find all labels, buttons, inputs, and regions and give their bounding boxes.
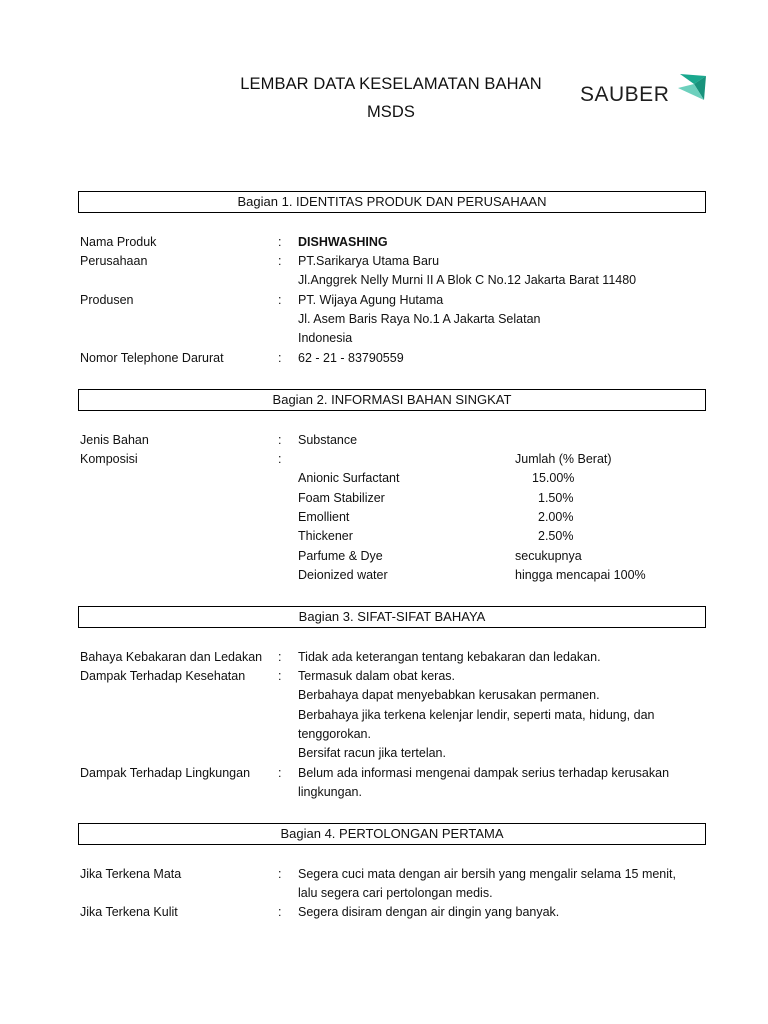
colon: : — [278, 905, 282, 919]
kesehatan-line: tenggorokan. — [298, 727, 371, 741]
komposisi-label: Komposisi — [80, 452, 138, 466]
ingredient-name: Foam Stabilizer — [298, 491, 385, 505]
ingredient-amount: 15.00% — [532, 471, 575, 485]
section-1-heading: Bagian 1. IDENTITAS PRODUK DAN PERUSAHAAN — [78, 191, 706, 213]
colon: : — [278, 452, 282, 466]
ingredient-amount: 2.00% — [538, 510, 574, 524]
kebakaran-label: Bahaya Kebakaran dan Ledakan — [80, 650, 263, 664]
nama-produk-value: DISHWASHING — [298, 235, 388, 249]
ingredient-name: Emollient — [298, 510, 350, 524]
section-2-heading: Bagian 2. INFORMASI BAHAN SINGKAT — [78, 389, 706, 411]
nama-produk-label: Nama Produk — [80, 235, 157, 249]
ingredient-name: Anionic Surfactant — [298, 471, 400, 485]
kesehatan-label: Dampak Terhadap Kesehatan — [80, 669, 246, 683]
colon: : — [278, 235, 282, 249]
produsen-address: Jl. Asem Baris Raya No.1 A Jakarta Selatan — [298, 312, 541, 326]
lingkungan-line: Belum ada informasi mengenai dampak serius terhadap kerusakan — [298, 766, 670, 780]
kulit-label: Jika Terkena Kulit — [80, 905, 178, 919]
perusahaan-name: PT.Sarikarya Utama Baru — [298, 254, 440, 268]
colon: : — [278, 766, 282, 780]
ingredient-name: Thickener — [298, 529, 353, 543]
colon: : — [278, 254, 282, 268]
telepon-value: 62 - 21 - 83790559 — [298, 351, 404, 365]
section-3-heading: Bagian 3. SIFAT-SIFAT BAHAYA — [78, 606, 706, 628]
lingkungan-label: Dampak Terhadap Lingkungan — [80, 766, 251, 780]
colon: : — [278, 351, 282, 365]
document-subtitle: MSDS — [366, 103, 416, 121]
produsen-label: Produsen — [80, 293, 134, 307]
ingredient-amount: hingga mencapai 100% — [515, 568, 646, 582]
ingredient-amount: secukupnya — [515, 549, 582, 563]
perusahaan-address: Jl.Anggrek Nelly Murni II A Blok C No.12 Jakarta Barat 11480 — [298, 273, 637, 287]
jenis-bahan-label: Jenis Bahan — [80, 433, 149, 447]
logo-text: SAUBER — [580, 83, 670, 106]
kesehatan-line: Bersifat racun jika tertelan. — [298, 746, 446, 760]
telepon-label: Nomor Telephone Darurat — [80, 351, 224, 365]
ingredient-name: Parfume & Dye — [298, 549, 383, 563]
colon: : — [278, 650, 282, 664]
mata-label: Jika Terkena Mata — [80, 867, 182, 881]
kebakaran-value: Tidak ada keterangan tentang kebakaran dan ledakan. — [298, 650, 601, 664]
kesehatan-line: Berbahaya dapat menyebabkan kerusakan permanen. — [298, 688, 600, 702]
colon: : — [278, 293, 282, 307]
kesehatan-line: Termasuk dalam obat keras. — [298, 669, 456, 683]
ingredient-name: Deionized water — [298, 568, 388, 582]
produsen-name: PT. Wijaya Agung Hutama — [298, 293, 444, 307]
kulit-value: Segera disiram dengan air dingin yang banyak. — [298, 905, 560, 919]
kesehatan-line: Berbahaya jika terkena kelenjar lendir, seperti mata, hidung, dan — [298, 708, 655, 722]
produsen-country: Indonesia — [298, 331, 353, 345]
perusahaan-label: Perusahaan — [80, 254, 148, 268]
colon: : — [278, 669, 282, 683]
mata-line: Segera cuci mata dengan air bersih yang mengalir selama 15 menit, — [298, 867, 676, 881]
ingredient-amount: 2.50% — [538, 529, 574, 543]
logo-bird-icon — [580, 70, 710, 106]
colon: : — [278, 867, 282, 881]
jenis-bahan-value: Substance — [298, 433, 358, 447]
mata-line: lalu segera cari pertolongan medis. — [298, 886, 493, 900]
sauber-logo — [580, 70, 710, 106]
amount-header: Jumlah (% Berat) — [515, 452, 612, 466]
section-4-heading: Bagian 4. PERTOLONGAN PERTAMA — [78, 823, 706, 845]
document-title: LEMBAR DATA KESELAMATAN BAHAN — [240, 75, 542, 93]
lingkungan-line: lingkungan. — [298, 785, 362, 799]
ingredient-amount: 1.50% — [538, 491, 574, 505]
colon: : — [278, 433, 282, 447]
